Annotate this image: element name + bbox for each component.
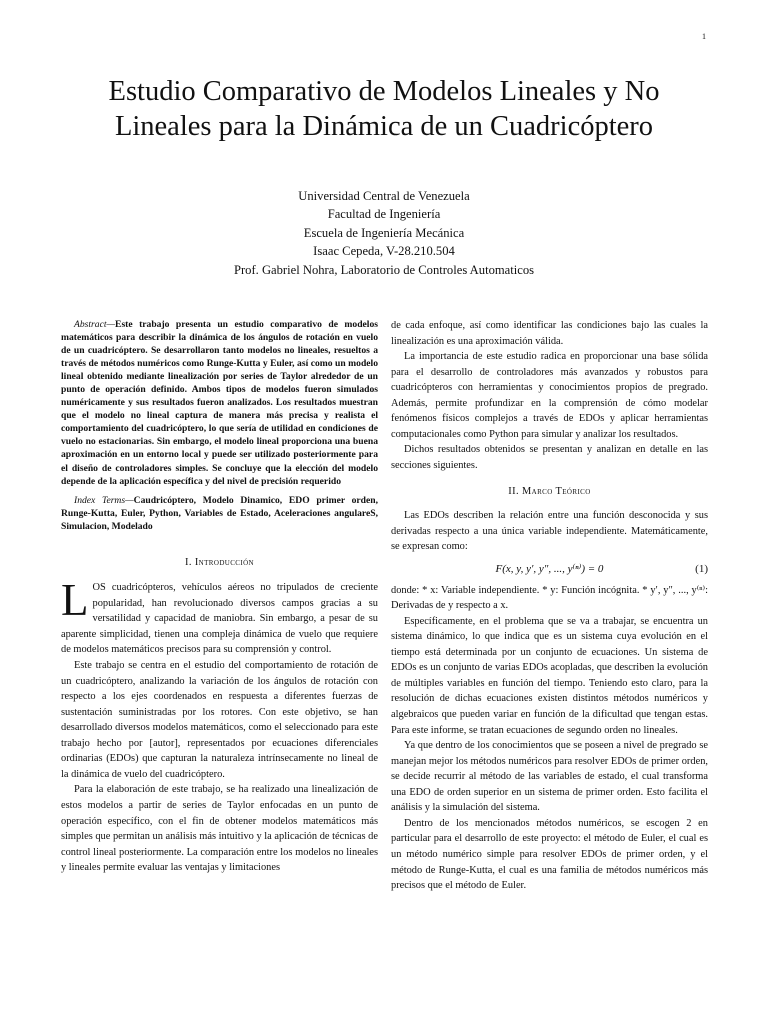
index-terms-label: Index Terms— [74, 494, 134, 506]
intro-paragraph-1: LOS cuadricópteros, vehículos aéreos no tripulados de creciente popularidad, han revolucionado diversos campos gracias a su versatilidad y capacidad de maniobra. Sin embargo, a pesar de su aparente simplicidad, tienen una compleja dinámica de vuelo que requiere de modelos matemáticos precisos para su comprensión y control. [61, 575, 378, 656]
affiliation-faculty: Facultad de Ingeniería [327, 207, 441, 222]
theory-paragraph-3: Ya que dentro de los conocimientos que se poseen a nivel de pregrado se manejan mejor los métodos numéricos para resolver EDOs de primer orden, se decide recurrir al método de las variables de estado, el cual transforma una EDO de orden superior en un sistema de primer orden. Esto facilita el análisis y la simulación del sistema. [391, 740, 708, 814]
paper-title: Estudio Comparativo de Modelos Lineales y No Lineales para la Dinámica de un Cuadricóptero [108, 76, 660, 142]
left-column [61, 318, 378, 876]
abstract [61, 318, 378, 488]
abstract-text: Este trabajo presenta un estudio comparativo de modelos matemáticos para describir la dinámica de los ángulos de rotación en vuelo de un cuadricóptero. Se desarrollaron tanto modelos no lineales, resueltos a través de métodos numéricos como Runge-Kutta y Euler, así como un modelo lineal obtenido mediante linealización por series de Taylor alrededor de un punto de operación definido. Ambos tipos de modelos fueron simulados numéricamente y sus resultados fueron analizados. Los resultados muestran que el modelo no lineal captura de manera más precisa y realista el comportamiento del cuadricóptero, lo que sería de utilidad en condiciones de vuelo no estacionarias. Sin embargo, el modelo lineal proporciona una buena aproximación en un entorno local y puede ser utilizado posteriormente para el diseño de controladores simples. Se concluye que la elección del modelo depende de la aplicación específica y del nivel de precisión requerido [61, 319, 378, 487]
theory-paragraph-2: Específicamente, en el problema que se va a trabajar, se encuentra un sistema dinámico, lo que indica que es un sistema cuya evolución en el tiempo está determinada por un conjunto de ecuaciones. Un sistema de EDOs es un conjunto de varias EDOs acopladas, que describen la evolución de múltiples variables en función del tiempo. Teniendo esto claro, para la resolución de dichas ecuaciones existen distintos métodos numéricos y algebraicos que pueden variar en función de la dificultad que tengan estas. Para este informe, se tratan ecuaciones de segundo orden no lineales. [391, 615, 708, 736]
equation-where: donde: * x: Variable independiente. * y: Función incógnita. * y′, y″, ..., y⁽ⁿ⁾: Derivadas de y respecto a x. [391, 584, 708, 612]
intro-paragraph-4: La importancia de este estudio radica en proporcionar una base sólida para el desarrollo de controladores más avanzados y robustos para cuadricópteros con herramientas y conocimientos propios de pregrado. Además, permite profundizar en la comprensión de cómo modelar fenómenos físicos complejos a través de EDOs y aplicar herramientas computacionales como Python para simular y analizar los resultados. [391, 351, 708, 440]
index-terms-text: Caudricóptero, Modelo Dinamico, EDO primer orden, Runge-Kutta, Euler, Python, Variables de Estado, Aceleraciones angulareS, Simulacion, Modelado [61, 494, 379, 532]
author-block [60, 187, 708, 279]
abstract-label: Abstract— [74, 319, 116, 330]
affiliation-university: Universidad Central de Venezuela [298, 189, 470, 203]
equation-1 [391, 557, 708, 581]
intro-paragraph-5: Dichos resultados obtenidos se presentan y analizan en detalle en las secciones siguientes. [391, 444, 708, 471]
theory-paragraph-4: Dentro de los mencionados métodos numéricos, se escogen 2 en particular para el desarrollo de este proyecto: el método de Euler, el cual es un método numérico simple para resolver EDOs de primer orden, y el método de Runge-Kutta, el cual es una familia de métodos numéricos más precisos que el método de Euler. [391, 817, 708, 892]
section-number: II. [508, 486, 519, 498]
affiliation-school: Escuela de Ingeniería Mecánica [303, 225, 465, 240]
right-column [391, 318, 708, 894]
intro-paragraph-3-continued: de cada enfoque, así como identificar las condiciones bajo las cuales la linealización es una aproximación válida. [391, 320, 708, 347]
page-number: 1 [702, 32, 706, 41]
section-heading-introduccion [61, 555, 378, 571]
section-heading-marco-teorico [391, 484, 708, 500]
equation-number: (1) [695, 562, 708, 575]
advisor-name: Prof. Gabriel Nohra, Laboratorio de Controles Automaticos [233, 262, 535, 277]
intro-paragraph-2: Este trabajo se centra en el estudio del comportamiento de rotación de un cuadricóptero, analizando la variación de los ángulos de rotación con respecto a los ejes coordenados en respuesta a diferentes fuerzas de sustentación suministradas por los rotores. Con este objetivo, se han desarrollado diversos modelos matemáticos, como el seleccionado para este trabajo hecho por [autor], representados por ecuaciones diferenciales ordinarias (EDOs) que capturan la naturaleza intrínsecamente no lineal de la dinámica de vuelo del cuadricóptero. [61, 660, 378, 780]
section-number: I. [184, 556, 192, 568]
author-name: Isaac Cepeda, V-28.210.504 [313, 244, 455, 259]
theory-paragraph-1: Las EDOs describen la relación entre una función desconocida y sus derivadas respecto a una única variable independiente. Matemáticamente, se expresan como: [391, 510, 708, 553]
intro-paragraph-3: Para la elaboración de este trabajo, se ha realizado una linealización de estos modelos a partir de series de Taylor enfocadas en un punto de operación específico, con el fin de obtener modelos matemáticos más simples que permitan un análisis más intuitivo y la aplicación de técnicas de control lineal posteriormente. La comparación entre los modelos no lineales y lineales permite evaluar las ventajas y limitaciones [61, 784, 378, 874]
index-terms [61, 494, 378, 533]
section-title: Marco Teórico [522, 486, 591, 498]
section-title: Introducción [194, 556, 255, 568]
equation-text: F(x, y, y′, y″, ..., y⁽ⁿ⁾) = 0 [495, 562, 604, 575]
drop-cap: L [61, 575, 89, 626]
